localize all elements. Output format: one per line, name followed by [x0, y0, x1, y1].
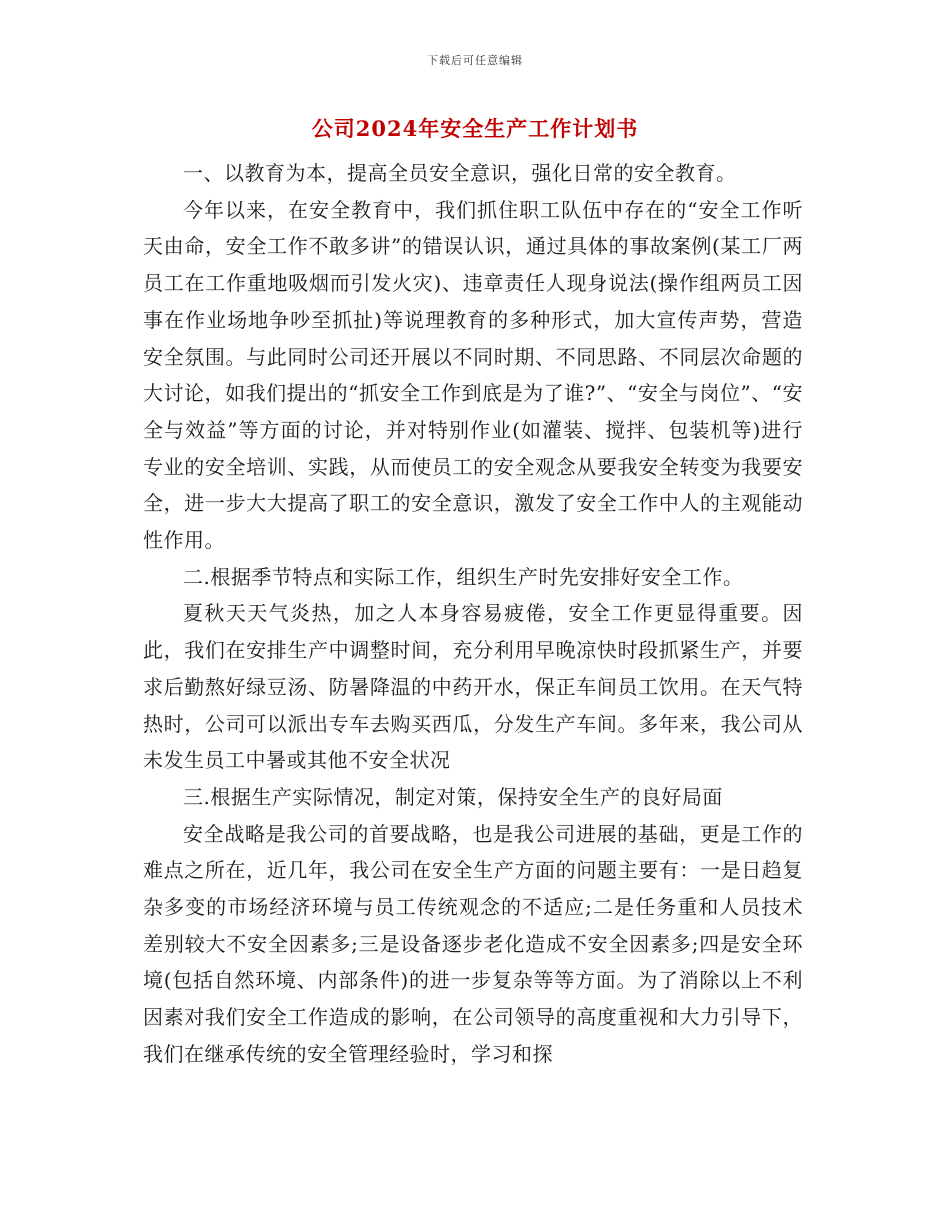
section-2-heading: 二.根据季节特点和实际工作，组织生产时先安排好安全工作。	[183, 564, 744, 589]
section-3-paragraph: 安全战略是我公司的首要战略，也是我公司进展的基础，更是工作的难点之所在，近几年，我公司在安全生产方面的问题主要有：一是日趋复杂多变的市场经济环境与员工传统观念的不适应;二是任务重和人员技术差别较大不安全因素多;三是设备逐步老化造成不安全因素多;四是安全环境(包括自然环境、内部条件)的进一步复杂等等方面。为了消除以上不利因素对我们安全工作造成的影响，在公司领导的高度重视和大力引导下，我们在继承传统的安全管理经验时，学习和探	[143, 821, 803, 1066]
document-title: 公司2024年安全生产工作计划书	[311, 116, 639, 141]
page-header-note: 下载后可任意编辑	[427, 54, 523, 67]
section-2-paragraph: 夏秋天天气炎热，加之人本身容易疲倦，安全工作更显得重要。因此，我们在安排生产中调整时间，充分利用早晚凉快时段抓紧生产，并要求后勤熬好绿豆汤、防暑降温的中药开水，保正车间员工饮用。在天气特热时，公司可以派出专车去购买西瓜，分发生产车间。多年来，我公司从未发生员工中暑或其他不安全状况	[143, 601, 803, 773]
section-1-heading: 一、以教育为本，提高全员安全意识，强化日常的安全教育。	[183, 161, 737, 185]
section-1-paragraph: 今年以来，在安全教育中，我们抓住职工队伍中存在的“安全工作听天由命，安全工作不敢多讲”的错误认识，通过具体的事故案例(某工厂两员工在工作重地吸烟而引发火灾)、违章责任人现身说法(操作组两员工因事在作业场地争吵至抓扯)等说理教育的多种形式，加大宣传声势，营造安全氛围。与此同时公司还开展以不同时期、不同思路、不同层次命题的大讨论，如我们提出的“抓安全工作到底是为了谁?”、“安全与岗位”、“安全与效益”等方面的讨论，并对特别作业(如灌装、搅拌、包装机等)进行专业的安全培训、实践，从而使员工的安全观念从要我安全转变为我要安全，进一步大大提高了职工的安全意识，激发了安全工作中人的主观能动性作用。	[143, 197, 803, 553]
document-body	[143, 155, 803, 1073]
section-3-heading: 三.根据生产实际情况，制定对策，保持安全生产的良好局面	[183, 784, 723, 809]
